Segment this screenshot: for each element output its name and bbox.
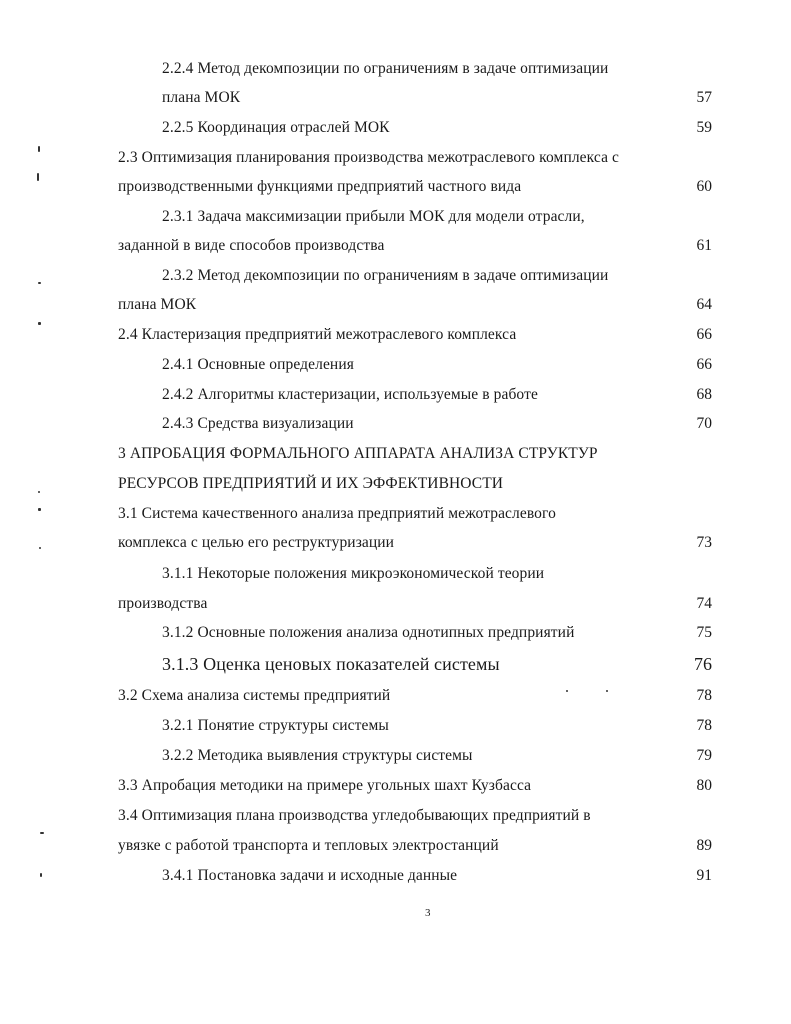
toc-entry-text: увязке с работой транспорта и тепловых электростанций [118, 837, 499, 854]
toc-entry-text: 3.2.2 Методика выявления структуры системы [162, 747, 473, 764]
toc-page-number: 74 [696, 595, 712, 612]
page-number-footer: 3 [425, 907, 431, 919]
scan-speck [38, 322, 41, 325]
toc-chapter-title: 3 АПРОБАЦИЯ ФОРМАЛЬНОГО АППАРАТА АНАЛИЗА СТРУКТУР [118, 445, 598, 462]
toc-page-number: 79 [696, 747, 712, 764]
toc-page-number: 70 [696, 415, 712, 432]
toc-entry-text: 3.1.1 Некоторые положения микроэкономической теории [162, 565, 545, 582]
toc-page-number: 73 [696, 534, 712, 551]
toc-page-number: 78 [696, 687, 712, 704]
scan-speck [37, 173, 39, 181]
scan-speck [40, 832, 44, 834]
toc-entry-text: 3.1.3 Оценка ценовых показателей системы [162, 654, 500, 674]
toc-entry-text: 3.1.2 Основные положения анализа однотипных предприятий [162, 624, 575, 641]
scan-speck [38, 508, 41, 511]
toc-chapter-title: РЕСУРСОВ ПРЕДПРИЯТИЙ И ИХ ЭФФЕКТИВНОСТИ [118, 475, 504, 492]
toc-entry-text: 2.2.5 Координация отраслей МОК [162, 119, 390, 136]
toc-page-number: 64 [696, 296, 712, 313]
toc-page-number: 78 [696, 717, 712, 734]
toc-entry-text: 3.2 Схема анализа системы предприятий [118, 687, 391, 704]
toc-entry-text: 2.2.4 Метод декомпозиции по ограничениям в задаче оптимизации [162, 60, 609, 77]
toc-page-number: 59 [696, 119, 712, 136]
toc-entry-text: 2.4 Кластеризация предприятий межотраслевого комплекса [118, 326, 517, 343]
toc-entry-text: 2.4.1 Основные определения [162, 356, 354, 373]
toc-page-number: 75 [696, 624, 712, 641]
scan-speck [606, 690, 608, 692]
toc-page-number: 80 [696, 777, 712, 794]
scan-speck [38, 491, 40, 493]
toc-page-number: 57 [696, 89, 712, 106]
toc-entry-text: 2.4.3 Средства визуализации [162, 415, 354, 432]
scan-speck [39, 547, 41, 549]
toc-entry-text: 2.4.2 Алгоритмы кластеризации, используемые в работе [162, 386, 538, 403]
scan-speck [38, 282, 41, 284]
toc-entry-text: комплекса с целью его реструктуризации [118, 534, 395, 551]
toc-page-number: 66 [696, 356, 712, 373]
toc-page-number: 66 [696, 326, 712, 343]
toc-page-number: 76 [694, 654, 712, 674]
scan-speck [566, 690, 568, 692]
toc-entry-text: 3.2.1 Понятие структуры системы [162, 717, 389, 734]
toc-page-number: 91 [696, 867, 712, 884]
toc-entry-text: производства [118, 595, 208, 612]
scan-speck [38, 146, 40, 152]
toc-entry-text: плана МОК [118, 296, 197, 313]
toc-entry-text: 2.3 Оптимизация планирования производства межотраслевого комплекса с [118, 149, 619, 166]
toc-entry-text: 3.4 Оптимизация плана производства угледобывающих предприятий в [118, 807, 591, 824]
toc-entry-text: производственными функциями предприятий частного вида [118, 178, 522, 195]
toc-page-number: 60 [696, 178, 712, 195]
toc-entry-text: плана МОК [162, 89, 241, 106]
toc-page-number: 89 [696, 837, 712, 854]
toc-entry-text: 2.3.1 Задача максимизации прибыли МОК для модели отрасли, [162, 208, 585, 225]
toc-entry-text: заданной в виде способов производства [118, 237, 385, 254]
toc-entry-text: 3.4.1 Постановка задачи и исходные данные [162, 867, 458, 884]
toc-entry-text: 3.3 Апробация методики на примере угольных шахт Кузбасса [118, 777, 532, 794]
toc-page-number: 61 [696, 237, 712, 254]
toc-entry-text: 2.3.2 Метод декомпозиции по ограничениям в задаче оптимизации [162, 267, 609, 284]
scan-speck [40, 873, 42, 877]
toc-entry-text: 3.1 Система качественного анализа предприятий межотраслевого [118, 505, 556, 522]
toc-page-number: 68 [696, 386, 712, 403]
